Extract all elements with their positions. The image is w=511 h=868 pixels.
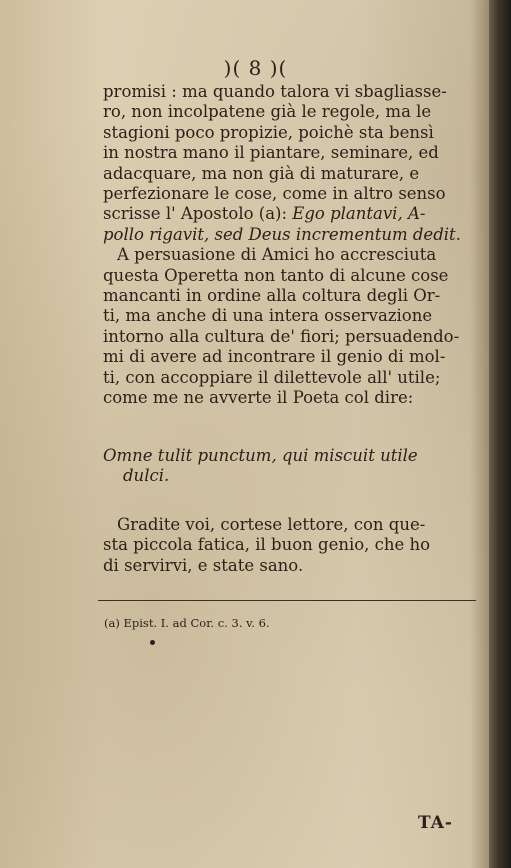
page-number: )( 8 )( <box>223 56 288 80</box>
text-line: Gradite voi, cortese lettore, con que- <box>117 515 426 534</box>
text-line: mancanti in ordine alla coltura degli Or- <box>103 286 441 306</box>
text-line: come me ne avverte il Poeta col dire: <box>103 388 414 408</box>
verse-quote <box>103 446 485 487</box>
text-line: questa Operetta non tanto di alcune cose <box>103 265 449 285</box>
verse-line: Omne tulit punctum, qui miscuit utile <box>103 446 418 465</box>
latin-quote-line: pollo rigavit, sed Deus incrementum dedit. <box>103 224 461 244</box>
footnote: (a) Epist. I. ad Cor. c. 3. v. 6. <box>104 616 270 630</box>
text-line: ti, ma anche di una intera osservazione <box>103 306 433 326</box>
ink-dot <box>150 640 155 645</box>
text-line: mi di avere ad incontrare il genio di mol- <box>103 347 446 367</box>
book-spine-shadow <box>489 0 511 868</box>
text-line: in nostra mano il piantare, seminare, ed <box>103 143 439 163</box>
catchword: TA- <box>418 813 453 833</box>
text-line: adacquare, ma non già di maturare, e <box>103 163 420 183</box>
text-line: ro, non incolpatene già le regole, ma le <box>103 102 432 122</box>
latin-quote-fragment: Ego plantavi, A- <box>292 204 426 224</box>
main-text <box>103 82 485 409</box>
text-line: A persuasione di Amici ho accresciuta <box>117 245 437 265</box>
text-line: sta piccola fatica, il buon genio, che ho <box>103 535 431 555</box>
text-line <box>103 204 485 224</box>
text-line: intorno alla cultura de' fiori; persuadendo- <box>103 326 460 346</box>
text-line: promisi : ma quando talora vi sbagliasse- <box>103 82 447 101</box>
closing-paragraph <box>103 515 485 576</box>
footnote-divider <box>98 600 476 601</box>
text-line: stagioni poco propizie, poichè sta bensì <box>103 122 434 142</box>
text-line: di servirvi, e state sano. <box>103 555 304 575</box>
text-line: perfezionare le cose, come in altro senso <box>103 184 446 204</box>
text-fragment: scrisse l' Apostolo (a): <box>103 204 293 224</box>
verse-line: dulci. <box>123 466 170 486</box>
text-line: ti, con accoppiare il dilettevole all' utile; <box>103 367 441 387</box>
